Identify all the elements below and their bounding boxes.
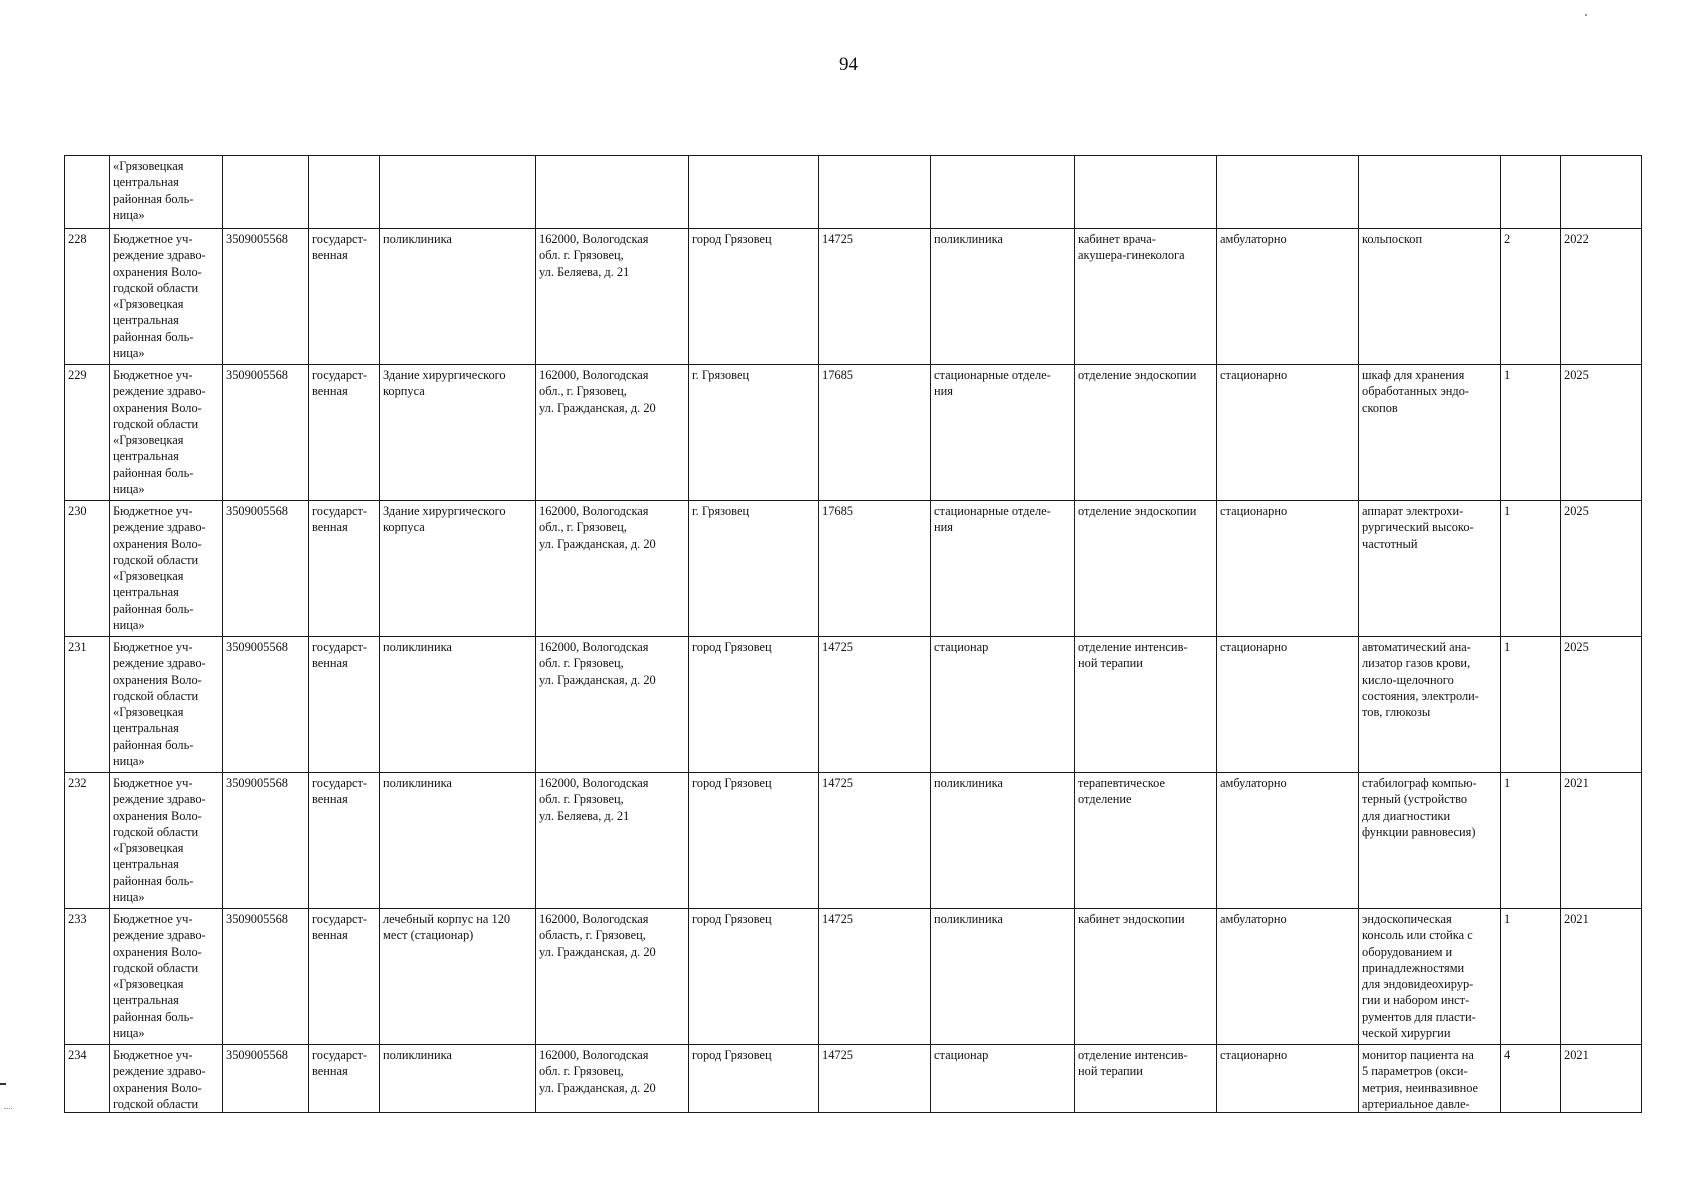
cell-qty: 2 xyxy=(1501,229,1561,365)
cell-year xyxy=(1561,156,1642,229)
cell-inn: 3509005568 xyxy=(223,909,309,1045)
cell-qty: 4 xyxy=(1501,1045,1561,1113)
cell-unit: стационарные отделе- ния xyxy=(931,365,1075,501)
cell-year: 2021 xyxy=(1561,909,1642,1045)
cell-code: 14725 xyxy=(819,229,931,365)
cell-care-form: стационарно xyxy=(1217,365,1359,501)
scan-edge-dots xyxy=(4,1108,12,1109)
cell-equipment: шкаф для хранения обработанных эндо- скопов xyxy=(1359,365,1501,501)
cell-inn: 3509005568 xyxy=(223,773,309,909)
scan-edge-mark xyxy=(0,1083,6,1085)
cell-address: 162000, Вологодская обл., г. Грязовец, ул. Гражданская, д. 20 xyxy=(536,501,689,637)
cell-locality: г. Грязовец xyxy=(689,501,819,637)
cell-num: 232 xyxy=(65,773,110,909)
cell-department: отделение интенсив- ной терапии xyxy=(1075,1045,1217,1113)
cell-ownership: государст- венная xyxy=(309,229,380,365)
cell-department: терапевтическое отделение xyxy=(1075,773,1217,909)
cell-name: Бюджетное уч- реждение здраво- охранения Воло- годской области «Грязовецкая центральная районная боль- ница» xyxy=(110,365,223,501)
cell-unit: стационарные отделе- ния xyxy=(931,501,1075,637)
cell-address xyxy=(536,156,689,229)
cell-building xyxy=(380,156,536,229)
cell-name: Бюджетное уч- реждение здраво- охранения Воло- годской области «Грязовецкая центральная районная боль- ница» xyxy=(110,773,223,909)
cell-qty: 1 xyxy=(1501,365,1561,501)
cell-inn: 3509005568 xyxy=(223,637,309,773)
cell-inn xyxy=(223,156,309,229)
cell-department: отделение эндоскопии xyxy=(1075,365,1217,501)
cell-inn: 3509005568 xyxy=(223,229,309,365)
cell-unit: поликлиника xyxy=(931,229,1075,365)
cell-num: 233 xyxy=(65,909,110,1045)
cell-year: 2025 xyxy=(1561,501,1642,637)
cell-qty: 1 xyxy=(1501,637,1561,773)
table-row xyxy=(65,1045,1642,1113)
cell-address: 162000, Вологодская обл. г. Грязовец, ул. Беляева, д. 21 xyxy=(536,229,689,365)
cell-unit: поликлиника xyxy=(931,909,1075,1045)
cell-equipment: монитор пациента на 5 параметров (окси- метрия, неинвазивное артериальное давле- xyxy=(1359,1045,1501,1113)
cell-equipment: аппарат электрохи- рургический высоко- частотный xyxy=(1359,501,1501,637)
cell-care-form xyxy=(1217,156,1359,229)
cell-locality: город Грязовец xyxy=(689,773,819,909)
table-row xyxy=(65,501,1642,637)
cell-inn: 3509005568 xyxy=(223,501,309,637)
cell-care-form: стационарно xyxy=(1217,501,1359,637)
cell-code: 14725 xyxy=(819,773,931,909)
cell-department: кабинет эндоскопии xyxy=(1075,909,1217,1045)
cell-equipment: кольпоскоп xyxy=(1359,229,1501,365)
cell-building: лечебный корпус на 120 мест (стационар) xyxy=(380,909,536,1045)
cell-building: Здание хирургического корпуса xyxy=(380,365,536,501)
cell-building: поликлиника xyxy=(380,637,536,773)
table-row xyxy=(65,229,1642,365)
cell-name: Бюджетное уч- реждение здраво- охранения Воло- годской области «Грязовецкая центральная районная боль- ница» xyxy=(110,637,223,773)
equipment-table xyxy=(64,155,1642,1113)
cell-address: 162000, Вологодская обл. г. Грязовец, ул. Беляева, д. 21 xyxy=(536,773,689,909)
cell-locality: город Грязовец xyxy=(689,637,819,773)
cell-address: 162000, Вологодская область, г. Грязовец, ул. Гражданская, д. 20 xyxy=(536,909,689,1045)
cell-year: 2021 xyxy=(1561,773,1642,909)
cell-care-form: стационарно xyxy=(1217,1045,1359,1113)
cell-care-form: стационарно xyxy=(1217,637,1359,773)
cell-address: 162000, Вологодская обл., г. Грязовец, ул. Гражданская, д. 20 xyxy=(536,365,689,501)
cell-ownership xyxy=(309,156,380,229)
cell-locality: г. Грязовец xyxy=(689,365,819,501)
cell-code: 14725 xyxy=(819,909,931,1045)
cell-unit: поликлиника xyxy=(931,773,1075,909)
cell-building: поликлиника xyxy=(380,773,536,909)
cell-care-form: амбулаторно xyxy=(1217,909,1359,1045)
scan-speck xyxy=(1585,14,1587,16)
cell-unit xyxy=(931,156,1075,229)
cell-inn: 3509005568 xyxy=(223,1045,309,1113)
cell-locality xyxy=(689,156,819,229)
cell-name: Бюджетное уч- реждение здраво- охранения Воло- годской области «Грязовецкая центральная районная боль- ница» xyxy=(110,229,223,365)
cell-locality: город Грязовец xyxy=(689,229,819,365)
cell-department: отделение эндоскопии xyxy=(1075,501,1217,637)
table-row xyxy=(65,909,1642,1045)
cell-num xyxy=(65,156,110,229)
cell-year: 2022 xyxy=(1561,229,1642,365)
cell-qty xyxy=(1501,156,1561,229)
cell-unit: стационар xyxy=(931,1045,1075,1113)
cell-inn: 3509005568 xyxy=(223,365,309,501)
cell-address: 162000, Вологодская обл. г. Грязовец, ул. Гражданская, д. 20 xyxy=(536,1045,689,1113)
cell-num: 234 xyxy=(65,1045,110,1113)
cell-qty: 1 xyxy=(1501,773,1561,909)
cell-name: Бюджетное уч- реждение здраво- охранения Воло- годской области xyxy=(110,1045,223,1113)
cell-department: кабинет врача- акушера-гинеколога xyxy=(1075,229,1217,365)
cell-name: Бюджетное уч- реждение здраво- охранения Воло- годской области «Грязовецкая центральная районная боль- ница» xyxy=(110,501,223,637)
cell-ownership: государст- венная xyxy=(309,501,380,637)
cell-name: Бюджетное уч- реждение здраво- охранения Воло- годской области «Грязовецкая центральная районная боль- ница» xyxy=(110,909,223,1045)
cell-address: 162000, Вологодская обл. г. Грязовец, ул. Гражданская, д. 20 xyxy=(536,637,689,773)
cell-department xyxy=(1075,156,1217,229)
cell-code: 17685 xyxy=(819,365,931,501)
cell-num: 229 xyxy=(65,365,110,501)
cell-building: поликлиника xyxy=(380,1045,536,1113)
cell-code: 17685 xyxy=(819,501,931,637)
cell-equipment: эндоскопическая консоль или стойка с оборудованием и принадлежностями для эндовидеохирур- гии и набором инст- рументов для пласти- ческой хирургии xyxy=(1359,909,1501,1045)
table-row xyxy=(65,365,1642,501)
cell-name: «Грязовецкая центральная районная боль- ница» xyxy=(110,156,223,229)
cell-ownership: государст- венная xyxy=(309,773,380,909)
cell-care-form: амбулаторно xyxy=(1217,229,1359,365)
cell-equipment: автоматический ана- лизатор газов крови, кисло-щелочного состояния, электроли- тов, глюкозы xyxy=(1359,637,1501,773)
cell-num: 230 xyxy=(65,501,110,637)
cell-building: Здание хирургического корпуса xyxy=(380,501,536,637)
cell-num: 228 xyxy=(65,229,110,365)
cell-ownership: государст- венная xyxy=(309,909,380,1045)
cell-year: 2021 xyxy=(1561,1045,1642,1113)
cell-equipment: стабилограф компью- терный (устройство для диагностики функции равновесия) xyxy=(1359,773,1501,909)
cell-ownership: государст- венная xyxy=(309,637,380,773)
cell-department: отделение интенсив- ной терапии xyxy=(1075,637,1217,773)
page-number: 94 xyxy=(839,54,858,75)
cell-qty: 1 xyxy=(1501,909,1561,1045)
cell-year: 2025 xyxy=(1561,365,1642,501)
cell-code: 14725 xyxy=(819,1045,931,1113)
cell-care-form: амбулаторно xyxy=(1217,773,1359,909)
cell-locality: город Грязовец xyxy=(689,909,819,1045)
cell-ownership: государст- венная xyxy=(309,1045,380,1113)
cell-locality: город Грязовец xyxy=(689,1045,819,1113)
cell-num: 231 xyxy=(65,637,110,773)
cell-unit: стационар xyxy=(931,637,1075,773)
table-row xyxy=(65,773,1642,909)
table-row xyxy=(65,637,1642,773)
cell-qty: 1 xyxy=(1501,501,1561,637)
cell-ownership: государст- венная xyxy=(309,365,380,501)
table-row-continuation xyxy=(65,156,1642,229)
cell-building: поликлиника xyxy=(380,229,536,365)
cell-code: 14725 xyxy=(819,637,931,773)
cell-year: 2025 xyxy=(1561,637,1642,773)
cell-code xyxy=(819,156,931,229)
cell-equipment xyxy=(1359,156,1501,229)
